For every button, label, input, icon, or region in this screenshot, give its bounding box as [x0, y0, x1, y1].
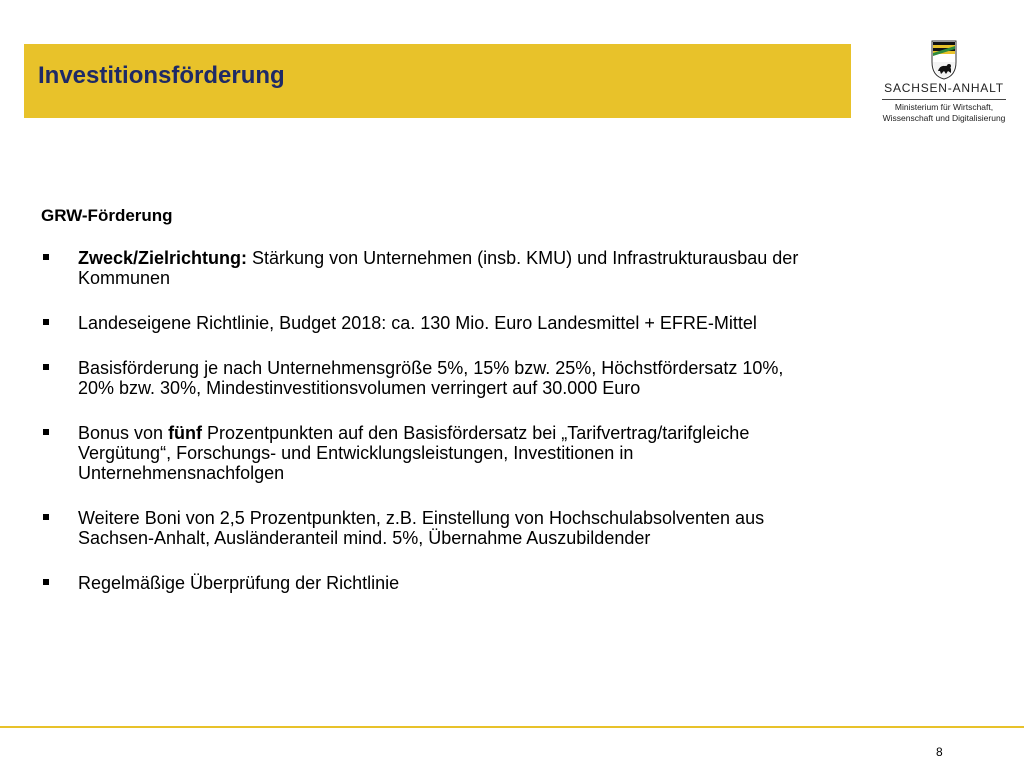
logo-ministry-name [874, 102, 1014, 124]
square-bullet-icon [43, 254, 49, 260]
logo-ministry-line1: Ministerium für Wirtschaft, [894, 102, 994, 112]
bullet-text: Prozentpunkten auf den Basisfördersatz bei „Tarifvertrag/tarifgleiche Vergütung“, Forschungs- und Entwicklungsleistungen, Investitionen in Unternehmensnachfolgen [78, 423, 750, 483]
square-bullet-icon [43, 514, 49, 520]
bullet-text: Landeseigene Richtlinie, Budget 2018: ca. 130 Mio. Euro Landesmittel + EFRE-Mittel [78, 313, 757, 333]
bullet-bold-label: Zweck/Zielrichtung: [78, 248, 248, 268]
coat-of-arms-icon [929, 40, 959, 80]
logo-state-name: SACHSEN-ANHALT [884, 81, 1004, 95]
title-bar [24, 44, 851, 118]
ministry-logo [874, 40, 1014, 130]
bullet-bold-word: fünf [168, 423, 203, 443]
bullet-text: Basisförderung je nach Unternehmensgröße 5%, 15% bzw. 25%, Höchstfördersatz 10%, 20% bzw. 30%, Mindestinvestitionsvolumen verringert auf 30.000 Euro [78, 358, 784, 398]
logo-divider [882, 99, 1006, 100]
square-bullet-icon [43, 429, 49, 435]
bullet-item [41, 423, 821, 483]
logo-ministry-line2: Wissenschaft und Digitalisierung [882, 113, 1006, 123]
slide-content [41, 206, 821, 593]
section-heading: GRW-Förderung [41, 206, 173, 225]
footer-divider [0, 726, 1024, 728]
bullet-item [41, 508, 821, 548]
bullet-text: Weitere Boni von 2,5 Prozentpunkten, z.B. Einstellung von Hochschulabsolventen aus Sachsen-Anhalt, Ausländeranteil mind. 5%, Übernahme Auszubildender [78, 508, 765, 548]
square-bullet-icon [43, 579, 49, 585]
square-bullet-icon [43, 364, 49, 370]
bullet-text: Stärkung von Unternehmen (insb. KMU) und Infrastrukturausbau der Kommunen [78, 248, 799, 288]
bullet-item [41, 313, 821, 333]
bullet-item [41, 358, 821, 398]
bullet-text-prefix: Bonus von [78, 423, 169, 443]
bullet-item [41, 573, 821, 593]
square-bullet-icon [43, 319, 49, 325]
bullet-text: Regelmäßige Überprüfung der Richtlinie [78, 573, 400, 593]
bullet-list [41, 248, 821, 593]
bullet-item [41, 248, 821, 288]
page-number: 8 [936, 745, 943, 759]
slide-title: Investitionsförderung [38, 62, 285, 89]
